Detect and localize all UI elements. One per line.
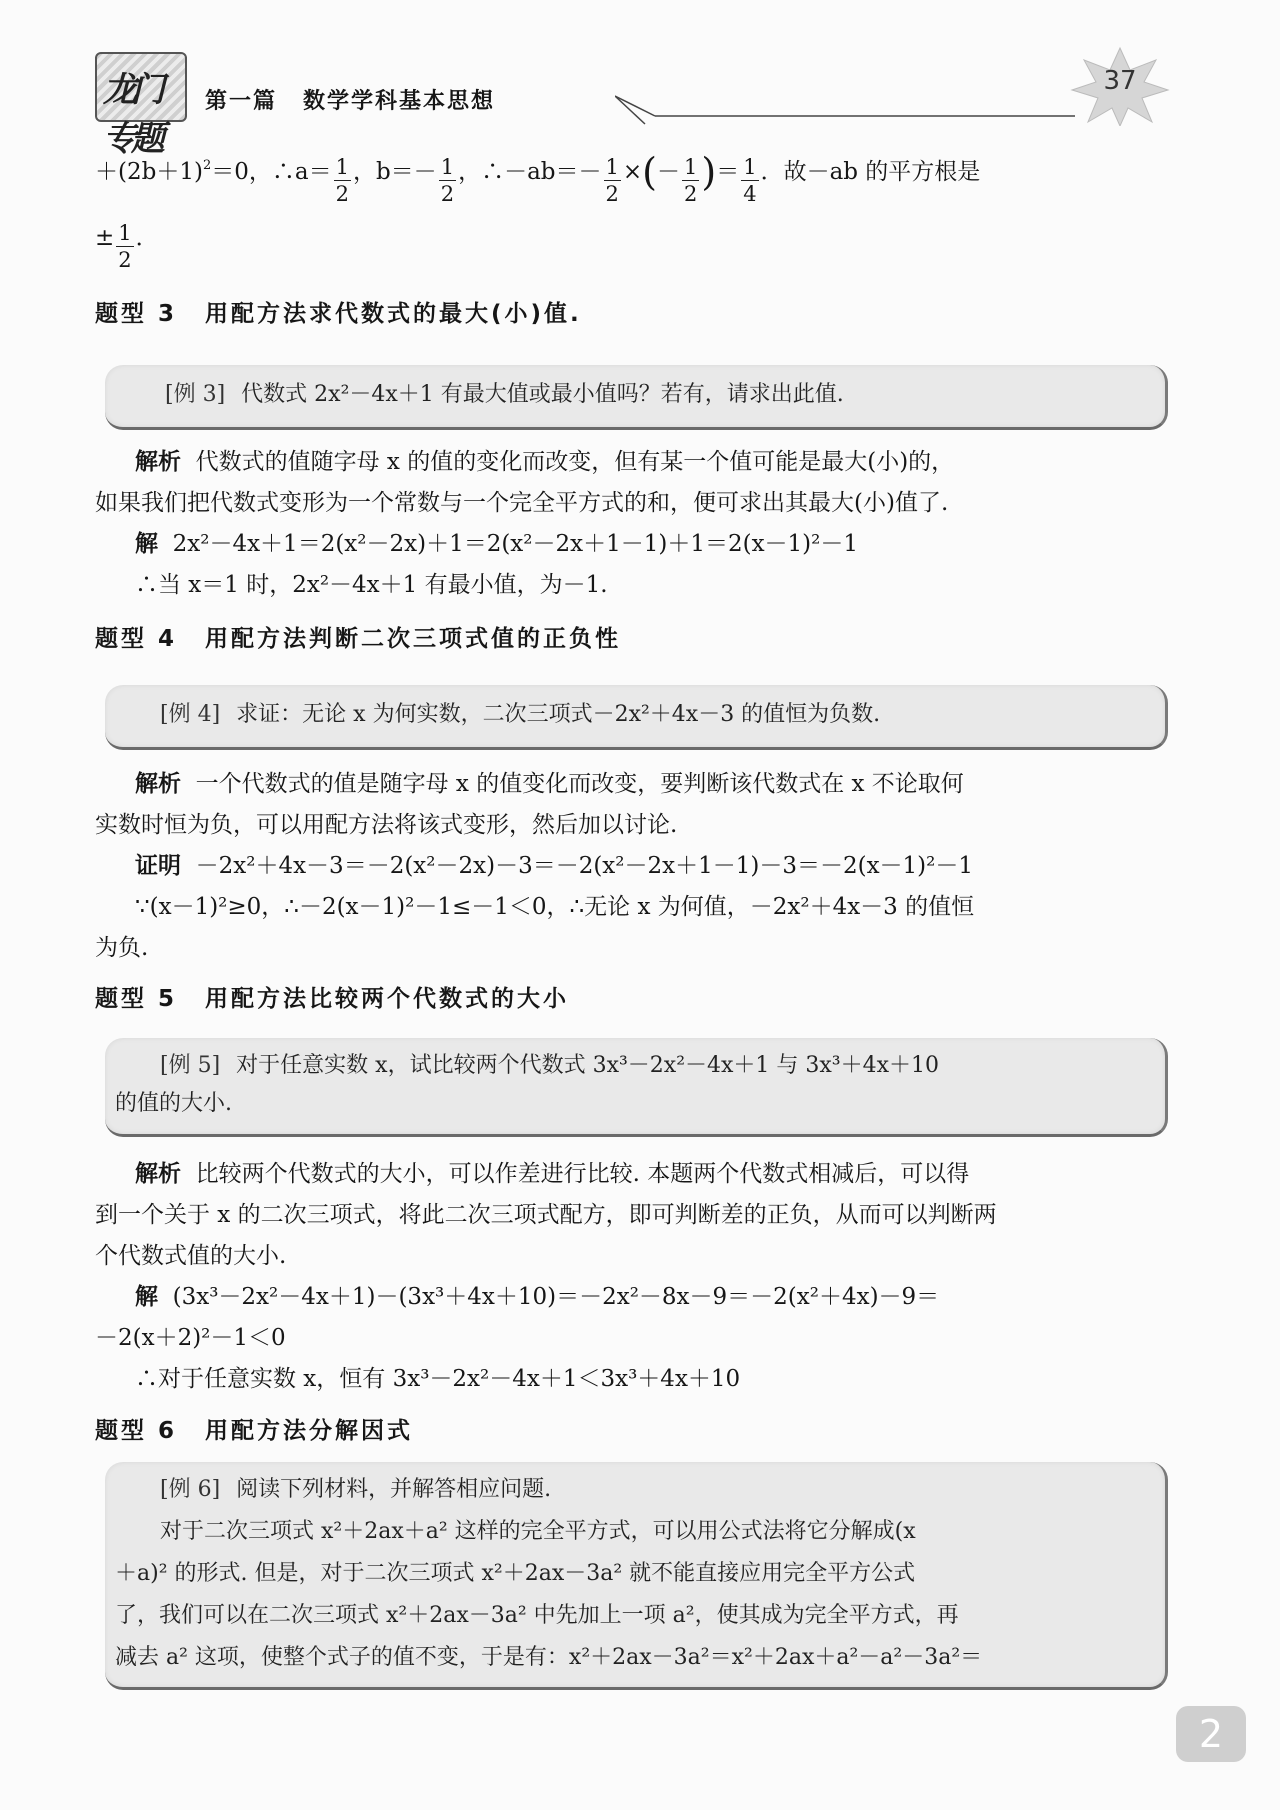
- ex5-analysis-3: 个代数式值的大小.: [95, 1243, 287, 1269]
- example-6-text-1: 对于二次三项式 x²＋2ax＋a² 这样的完全平方式，可以用公式法将它分解成(x: [160, 1519, 916, 1544]
- ex3-analysis-2: 如果我们把代数式变形为一个常数与一个完全平方式的和，便可求出其最大(小)值了.: [95, 490, 949, 516]
- ex5-solution-1: 解 (3x³－2x²－4x＋1)－(3x³＋4x＋10)＝－2x²－8x－9＝－2(x²＋4x)－9＝: [135, 1283, 940, 1310]
- example-5-text-2: 的值的大小.: [115, 1091, 232, 1116]
- fraction: $\frac{1}{2}$: [440, 155, 455, 206]
- example-6-text-3: 了，我们可以在二次三项式 x²＋2ax－3a² 中先加上一项 a²，使其成为完全平方式，再: [115, 1603, 959, 1628]
- page-indicator[interactable]: 2: [1176, 1706, 1246, 1762]
- ex4-proof-2: ∵(x－1)²≥0，∴－2(x－1)²－1≤－1＜0，∴无论 x 为何值，－2x²＋4x－3 的值恒: [135, 894, 975, 920]
- example-4-box: [105, 685, 1168, 750]
- section-heading-4: 题型 4 用配方法判断二次三项式值的正负性: [95, 626, 622, 652]
- page-header: [95, 46, 1170, 159]
- example-6-text-4: 减去 a² 这项，使整个式子的值不变，于是有：x²＋2ax－3a²＝x²＋2ax＋a²－a²－3a²＝: [115, 1645, 983, 1670]
- example-6-box: [105, 1462, 1168, 1690]
- ex4-analysis-1: 解析 一个代数式的值是随字母 x 的值变化而改变，要判断该代数式在 x 不论取何: [135, 770, 964, 797]
- chapter-name: 数学学科基本思想: [303, 89, 496, 114]
- fraction: $\frac{1}{4}$: [743, 155, 757, 206]
- ex3-solution-1: 解 2x²－4x＋1＝2(x²－2x)＋1＝2(x²－2x＋1－1)＋1＝2(x－1)²－1: [135, 530, 859, 557]
- example-6-text-2: ＋a)² 的形式. 但是，对于二次三项式 x²＋2ax－3a² 就不能直接应用完全平方公式: [115, 1561, 916, 1586]
- ex5-analysis-1: 解析 比较两个代数式的大小，可以作差进行比较. 本题两个代数式相减后，可以得: [135, 1160, 970, 1187]
- chapter-title: [205, 84, 495, 115]
- part-label: 第一篇: [205, 89, 278, 114]
- ex3-solution-2: ∴当 x＝1 时，2x²－4x＋1 有最小值，为－1.: [135, 572, 608, 598]
- ex5-solution-3: ∴对于任意实数 x，恒有 3x³－2x²－4x＋1＜3x³＋4x＋10: [135, 1366, 741, 1392]
- ex4-analysis-2: 实数时恒为负，可以用配方法将该式变形，然后加以讨论.: [95, 812, 678, 838]
- ex4-proof-1: 证明 －2x²＋4x－3＝－2(x²－2x)－3＝－2(x²－2x＋1－1)－3＝－2(x－1)²－1: [135, 852, 974, 879]
- example-4-text: [例 4] 求证：无论 x 为何实数，二次三项式－2x²＋4x－3 的值恒为负数.: [160, 702, 881, 727]
- fraction: $\frac{1}{2}$: [335, 155, 349, 206]
- example-3-text: [例 3] 代数式 2x²－4x＋1 有最大值或最小值吗？若有，请求出此值.: [165, 382, 844, 407]
- fraction: $\frac{1}{2}$: [118, 221, 132, 272]
- fraction: $\frac{1}{2}$: [683, 155, 698, 206]
- ex5-analysis-2: 到一个关于 x 的二次三项式，将此二次三项式配方，即可判断差的正负，从而可以判断两: [95, 1202, 997, 1228]
- page-number-badge: [1070, 46, 1170, 126]
- page-number: 37: [1103, 66, 1137, 96]
- ex3-analysis-1: 解析 代数式的值随字母 x 的值的变化而改变，但有某一个值可能是最大(小)的，: [135, 448, 955, 475]
- header-decor-line: [615, 94, 1075, 134]
- example-5-text-1: [例 5] 对于任意实数 x，试比较两个代数式 3x³－2x²－4x＋1 与 3x³＋4x＋10: [160, 1053, 940, 1078]
- ex4-proof-3: 为负.: [95, 935, 149, 961]
- example-3-box: [105, 365, 1168, 430]
- series-logo: [95, 52, 187, 159]
- section-heading-6: 题型 6 用配方法分解因式: [95, 1418, 414, 1444]
- continuation-line-1: $+(2b+1)^2=0$，∴a＝ $\frac{1}{2}$ ，b＝－ $\frac{1}{2}$ ，∴－ab＝－ $\frac{1}{2}$ ×(－ $\frac{1}{2}$ )＝ $\frac{1}{4}$ ．故－ab 的平方根是: [95, 150, 981, 206]
- section-heading-3: 题型 3 用配方法求代数式的最大(小)值.: [95, 301, 582, 327]
- fraction: $\frac{1}{2}$: [605, 155, 619, 206]
- example-5-box: [105, 1038, 1168, 1137]
- logo-text: 龙门专题: [103, 70, 159, 159]
- continuation-line-2: ± $\frac{1}{2}$ ．: [95, 221, 159, 272]
- ex5-solution-2: －2(x＋2)²－1＜0: [95, 1325, 286, 1351]
- example-6-text-0: [例 6] 阅读下列材料，并解答相应问题.: [160, 1477, 552, 1502]
- section-heading-5: 题型 5 用配方法比较两个代数式的大小: [95, 986, 570, 1012]
